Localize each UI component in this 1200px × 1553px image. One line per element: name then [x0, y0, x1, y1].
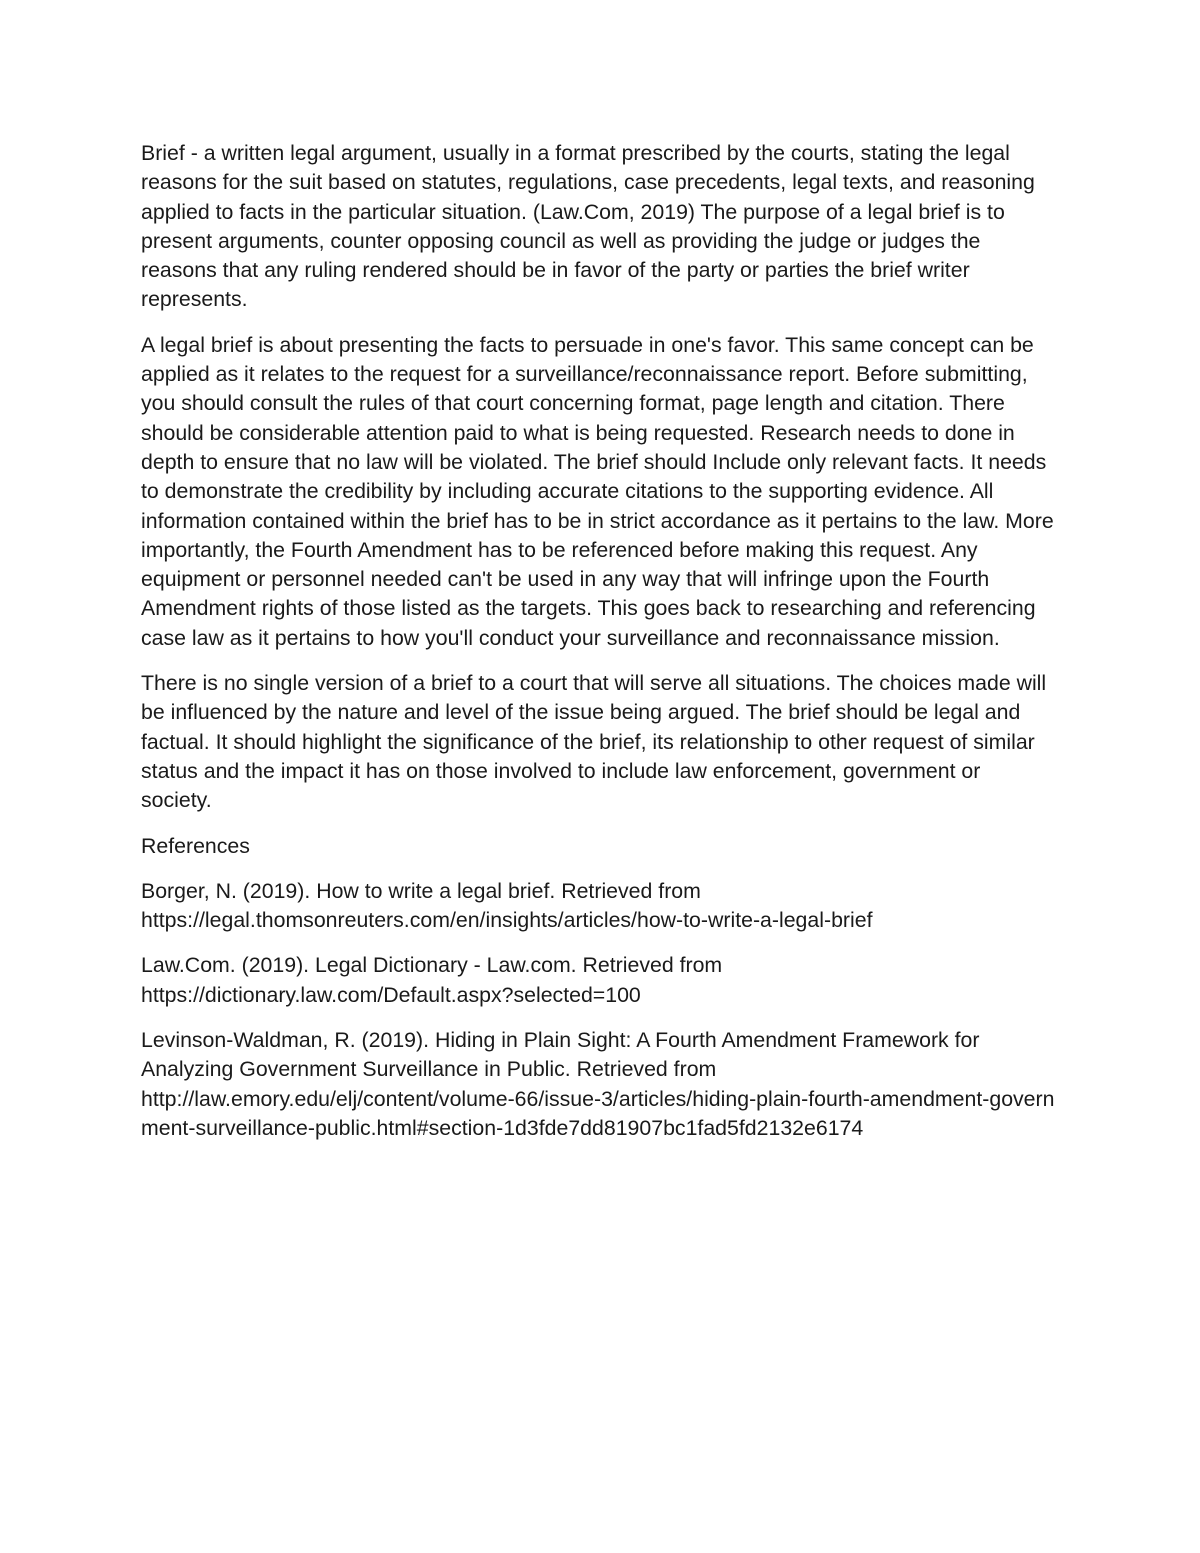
references-heading: References: [141, 833, 250, 858]
reference-url[interactable]: https://legal.thomsonreuters.com/en/insights/articles/how-to-write-a-legal-brief: [141, 908, 873, 933]
paragraph-no-single-version: There is no single version of a brief to a court that will serve all situations. The choices made will be influenced by the nature and level of the issue being argued. The brief should be legal and factual. It should highlight the significance of the brief, its relationship to other request of similar status and the impact it has on those involved to include law enforcement, government or society.: [141, 671, 1047, 813]
document-body: [141, 139, 1056, 1159]
reference-item: [141, 877, 1056, 936]
reference-citation: Borger, N. (2019). How to write a legal brief. Retrieved from: [141, 878, 701, 903]
paragraph-brief-definition: Brief - a written legal argument, usually in a format prescribed by the courts, stating the legal reasons for the suit based on statutes, regulations, case precedents, legal texts, and reasoning applied to facts in the particular situation. (Law.Com, 2019) The purpose of a legal brief is to present arguments, counter opposing council as well as providing the judge or judges the reasons that any ruling rendered should be in favor of the party or parties the brief writer represents.: [141, 141, 1035, 312]
reference-url[interactable]: http://law.emory.edu/elj/content/volume-66/issue-3/articles/hiding-plain-fourth-amendment-government-surveillance-public.html#section-1d3fde7dd81907bc1fad5fd2132e6174: [141, 1086, 1055, 1140]
reference-item: [141, 1026, 1056, 1143]
reference-citation: Law.Com. (2019). Legal Dictionary - Law.com. Retrieved from: [141, 953, 723, 978]
reference-url[interactable]: https://dictionary.law.com/Default.aspx?selected=100: [141, 982, 641, 1007]
reference-citation: Levinson-Waldman, R. (2019). Hiding in Plain Sight: A Fourth Amendment Framework for Analyzing Government Surveillance in Public. Retrieved from: [141, 1028, 980, 1082]
reference-item: [141, 951, 1056, 1010]
paragraph-legal-brief-facts: A legal brief is about presenting the facts to persuade in one's favor. This same concept can be applied as it relates to the request for a surveillance/reconnaissance report. Before submitting, you should consult the rules of that court concerning format, page length and citation. There should be considerable attention paid to what is being requested. Research needs to done in depth to ensure that no law will be violated. The brief should Include only relevant facts. It needs to demonstrate the credibility by including accurate citations to the supporting evidence. All information contained within the brief has to be in strict accordance as it pertains to the law. More importantly, the Fourth Amendment has to be referenced before making this request. Any equipment or personnel needed can't be used in any way that will infringe upon the Fourth Amendment rights of those listed as the targets. This goes back to researching and referencing case law as it pertains to how you'll conduct your surveillance and reconnaissance mission.: [141, 332, 1054, 650]
